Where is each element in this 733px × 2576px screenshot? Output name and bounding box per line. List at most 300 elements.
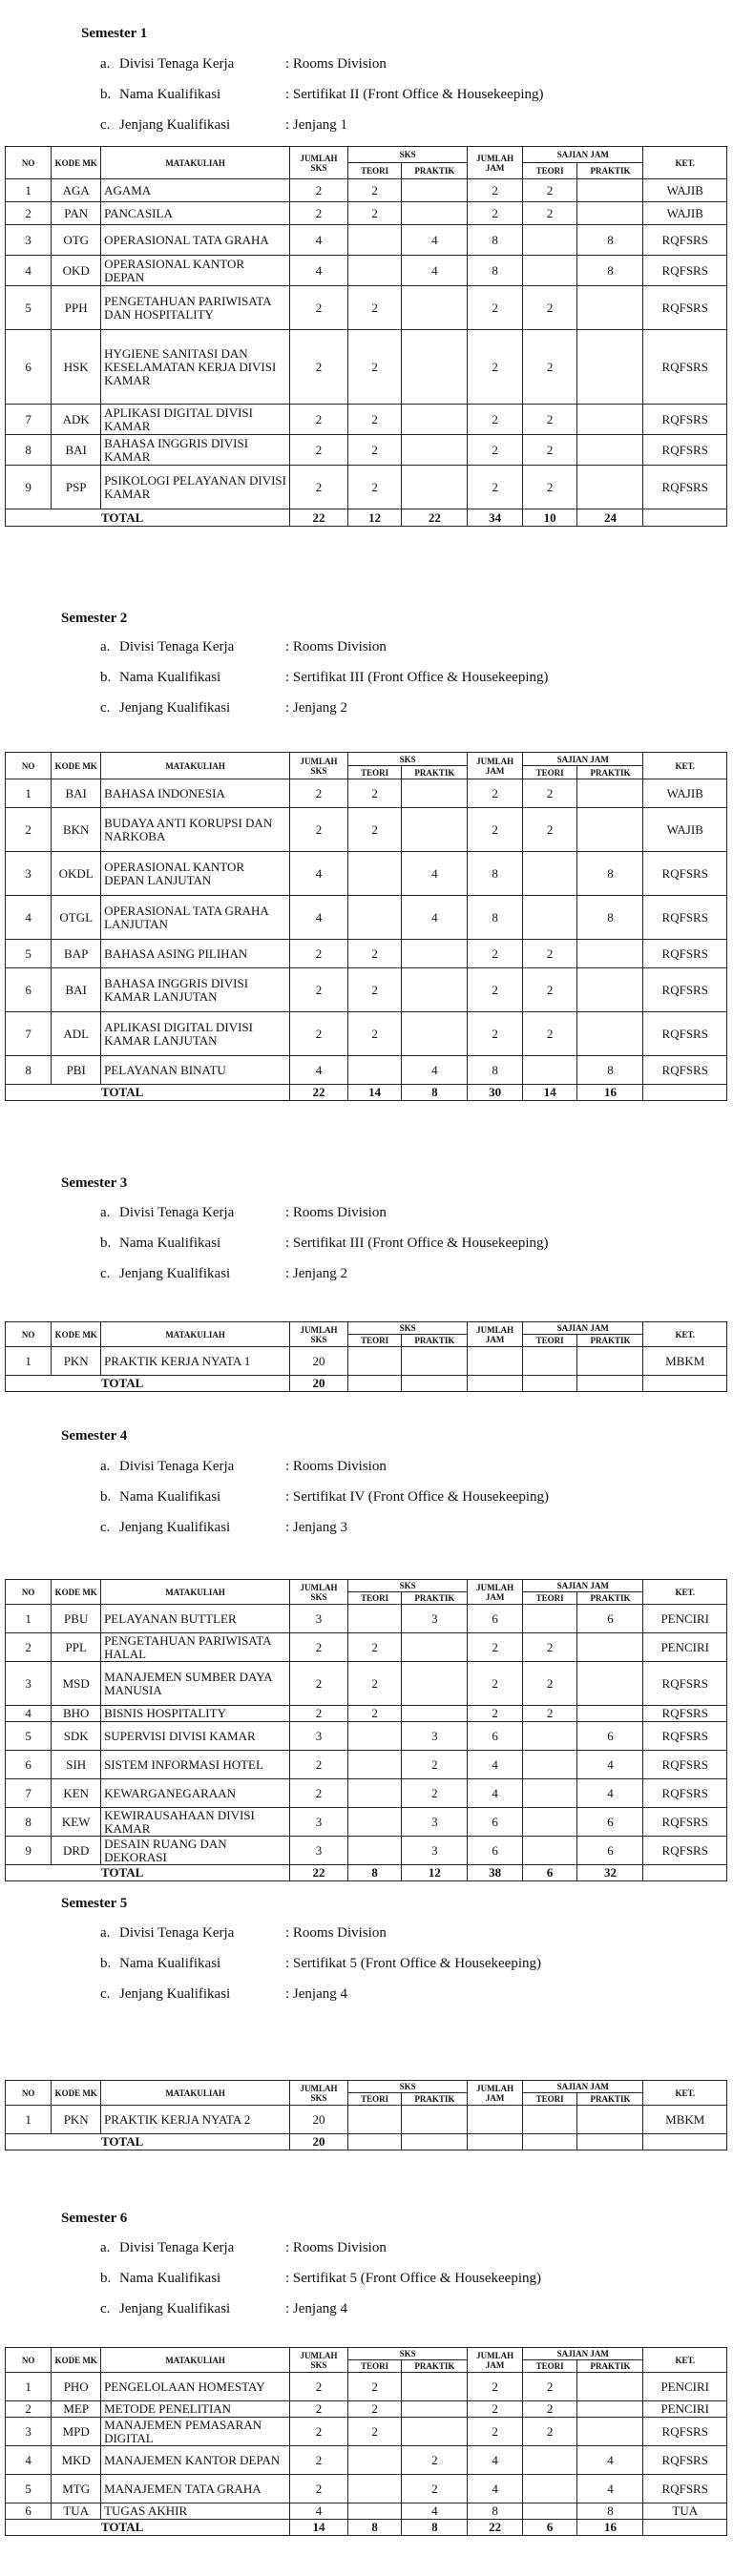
cell-praktik — [402, 968, 468, 1012]
col-no-header: NO — [6, 2348, 52, 2373]
col-sajian-teori-header: TEORI — [522, 1592, 577, 1605]
col-sks-praktik-header: PRAKTIK — [402, 2360, 468, 2373]
cell-spraktik — [577, 1662, 643, 1706]
cell-matakuliah: APLIKASI DIGITAL DIVISI KAMAR — [101, 405, 290, 435]
info-value: : Jenjang 3 — [285, 1520, 347, 1535]
info-value: : Rooms Division — [285, 639, 387, 654]
cell-jjam: 2 — [468, 405, 523, 435]
cell-no: 4 — [6, 1706, 52, 1722]
table-row — [6, 1347, 727, 1376]
cell-praktik: 2 — [402, 1779, 468, 1808]
cell-ket: PENCIRI — [643, 1605, 727, 1633]
cell-no: 1 — [6, 779, 52, 808]
course-table — [5, 2080, 727, 2150]
cell-jsks: 2 — [289, 2401, 347, 2418]
cell-no: 7 — [6, 405, 52, 435]
cell-steori: 2 — [522, 2373, 577, 2401]
info-value: : Sertifikat IV (Front Office & Housekeeping) — [285, 1489, 550, 1505]
table-row — [6, 1751, 727, 1779]
col-sajian-jam-header: SAJIAN JAM — [522, 753, 643, 766]
cell-praktik: 4 — [402, 225, 468, 256]
cell-teori — [347, 2475, 401, 2503]
col-sajian-teori-header: TEORI — [522, 2093, 577, 2106]
cell-spraktik — [577, 2418, 643, 2446]
cell-ket: RQFSRS — [643, 1837, 727, 1865]
cell-no: 2 — [6, 202, 52, 225]
cell-spraktik: 4 — [577, 2475, 643, 2503]
cell-spraktik: 4 — [577, 2446, 643, 2475]
cell-jsks: 2 — [289, 2446, 347, 2475]
cell-matakuliah: APLIKASI DIGITAL DIVISI KAMAR LANJUTAN — [101, 1012, 290, 1056]
cell-ket: RQFSRS — [643, 1056, 727, 1085]
cell-teori: 2 — [347, 2418, 401, 2446]
cell-jsks: 2 — [289, 202, 347, 225]
total-jsks: 20 — [289, 1376, 347, 1392]
cell-teori — [347, 256, 401, 286]
total-label: TOTAL — [6, 1085, 290, 1101]
cell-kode: BHO — [52, 1706, 101, 1722]
table-row — [6, 2475, 727, 2503]
total-spraktik — [577, 1376, 643, 1392]
info-label — [100, 2271, 220, 2287]
semester-title: Semester 5 — [61, 1896, 128, 1911]
cell-kode: PPL — [52, 1633, 101, 1662]
cell-jsks: 2 — [289, 466, 347, 509]
info-value: : Rooms Division — [285, 1925, 387, 1941]
info-label — [100, 1205, 234, 1221]
table-row — [6, 1808, 727, 1837]
total-praktik — [402, 2134, 468, 2150]
col-jumlah-jam-header: JUMLAH JAM — [468, 1322, 523, 1347]
cell-kode: PAN — [52, 202, 101, 225]
cell-spraktik: 4 — [577, 1779, 643, 1808]
col-sks-header: SKS — [347, 147, 467, 163]
info-label-text: Nama Kualifikasi — [119, 1956, 221, 1971]
cell-jsks: 2 — [289, 808, 347, 852]
cell-ket: RQFSRS — [643, 435, 727, 466]
cell-jjam: 2 — [468, 940, 523, 968]
col-sks-teori-header: TEORI — [347, 766, 401, 779]
col-ket-header: KET. — [643, 753, 727, 779]
col-jumlah-sks-header: JUMLAH SKS — [289, 753, 347, 779]
cell-teori — [347, 1751, 401, 1779]
info-label — [100, 1459, 234, 1475]
table-row — [6, 940, 727, 968]
cell-matakuliah: BISNIS HOSPITALITY — [101, 1706, 290, 1722]
cell-matakuliah: PELAYANAN BUTTLER — [101, 1605, 290, 1633]
cell-jjam: 8 — [468, 896, 523, 940]
course-table — [5, 752, 727, 1101]
cell-teori: 2 — [347, 179, 401, 202]
cell-ket: PENCIRI — [643, 1633, 727, 1662]
total-jsks: 22 — [289, 1865, 347, 1881]
total-jsks: 22 — [289, 509, 347, 527]
cell-jsks: 3 — [289, 1605, 347, 1633]
table-row — [6, 1605, 727, 1633]
cell-kode: BAI — [52, 779, 101, 808]
total-spraktik: 16 — [577, 2520, 643, 2536]
cell-steori: 2 — [522, 466, 577, 509]
cell-praktik: 4 — [402, 896, 468, 940]
col-sks-praktik-header: PRAKTIK — [402, 766, 468, 779]
cell-spraktik — [577, 2106, 643, 2134]
cell-matakuliah: PRAKTIK KERJA NYATA 1 — [101, 1347, 290, 1376]
cell-jsks: 4 — [289, 896, 347, 940]
cell-steori: 2 — [522, 2418, 577, 2446]
cell-jsks: 2 — [289, 1633, 347, 1662]
cell-jjam: 2 — [468, 179, 523, 202]
col-ket-header: KET. — [643, 2081, 727, 2106]
cell-matakuliah: KEWARGANEGARAAN — [101, 1779, 290, 1808]
col-sajian-teori-header: TEORI — [522, 163, 577, 179]
cell-praktik: 3 — [402, 1605, 468, 1633]
cell-jjam: 2 — [468, 2401, 523, 2418]
cell-jsks: 2 — [289, 1662, 347, 1706]
cell-kode: PHO — [52, 2373, 101, 2401]
col-matakuliah-header: MATAKULIAH — [101, 147, 290, 179]
cell-steori — [522, 2106, 577, 2134]
cell-kode: BKN — [52, 808, 101, 852]
table-row — [6, 225, 727, 256]
cell-no: 3 — [6, 225, 52, 256]
cell-jjam: 8 — [468, 225, 523, 256]
total-praktik: 22 — [402, 509, 468, 527]
cell-steori: 2 — [522, 179, 577, 202]
cell-jjam: 2 — [468, 808, 523, 852]
cell-jjam: 2 — [468, 968, 523, 1012]
cell-steori: 2 — [522, 330, 577, 405]
cell-praktik: 3 — [402, 1808, 468, 1837]
total-label: TOTAL — [6, 509, 290, 527]
total-spraktik: 32 — [577, 1865, 643, 1881]
cell-teori — [347, 1056, 401, 1085]
info-label-text: Jenjang Kualifikasi — [119, 1986, 231, 2002]
info-label — [100, 1986, 230, 2003]
cell-jsks: 4 — [289, 225, 347, 256]
col-kode-header: KODE MK — [52, 147, 101, 179]
cell-praktik — [402, 2401, 468, 2418]
cell-no: 6 — [6, 968, 52, 1012]
cell-teori — [347, 2503, 401, 2520]
semester-title: Semester 2 — [61, 611, 128, 626]
cell-matakuliah: PSIKOLOGI PELAYANAN DIVISI KAMAR — [101, 466, 290, 509]
table-row — [6, 2418, 727, 2446]
cell-spraktik: 8 — [577, 225, 643, 256]
info-value: : Sertifikat III (Front Office & Housekeeping) — [285, 1236, 549, 1251]
cell-jjam: 6 — [468, 1722, 523, 1751]
cell-steori: 2 — [522, 1706, 577, 1722]
cell-ket: WAJIB — [643, 202, 727, 225]
cell-praktik: 2 — [402, 1751, 468, 1779]
total-praktik: 8 — [402, 2520, 468, 2536]
cell-kode: ADL — [52, 1012, 101, 1056]
info-letter: c. — [100, 700, 111, 716]
cell-ket: TUA — [643, 2503, 727, 2520]
course-table — [5, 1579, 727, 1881]
cell-ket: PENCIRI — [643, 2401, 727, 2418]
cell-praktik — [402, 2373, 468, 2401]
cell-steori: 2 — [522, 1662, 577, 1706]
cell-jjam: 8 — [468, 2503, 523, 2520]
total-ket — [643, 2520, 727, 2536]
table-row — [6, 1722, 727, 1751]
col-sajian-praktik-header: PRAKTIK — [577, 1592, 643, 1605]
cell-matakuliah: BAHASA INGGRIS DIVISI KAMAR — [101, 435, 290, 466]
info-letter: b. — [100, 87, 112, 102]
header-row — [6, 1580, 727, 1592]
total-steori — [522, 2134, 577, 2150]
table-row — [6, 405, 727, 435]
total-row — [6, 1865, 727, 1881]
cell-teori — [347, 1605, 401, 1633]
table-row — [6, 808, 727, 852]
info-letter: b. — [100, 670, 112, 685]
col-kode-header: KODE MK — [52, 753, 101, 779]
cell-kode: AGA — [52, 179, 101, 202]
cell-ket: RQFSRS — [643, 405, 727, 435]
cell-steori — [522, 896, 577, 940]
cell-jjam: 6 — [468, 1837, 523, 1865]
col-jumlah-jam-header: JUMLAH JAM — [468, 753, 523, 779]
info-label-text: Jenjang Kualifikasi — [119, 1266, 231, 1281]
cell-steori: 2 — [522, 286, 577, 330]
table-row — [6, 1633, 727, 1662]
col-sajian-jam-header: SAJIAN JAM — [522, 147, 643, 163]
cell-kode: BAI — [52, 435, 101, 466]
info-value: : Jenjang 2 — [285, 1266, 347, 1281]
info-letter: b. — [100, 1236, 112, 1251]
cell-kode: DRD — [52, 1837, 101, 1865]
info-value: : Sertifikat 5 (Front Office & Housekeeping) — [285, 1956, 541, 1971]
cell-steori — [522, 225, 577, 256]
cell-jsks: 2 — [289, 968, 347, 1012]
info-letter: a. — [100, 1925, 111, 1941]
col-sks-teori-header: TEORI — [347, 1335, 401, 1347]
info-label-text: Nama Kualifikasi — [119, 2271, 221, 2286]
total-row — [6, 2134, 727, 2150]
cell-teori: 2 — [347, 435, 401, 466]
info-label-text: Jenjang Kualifikasi — [119, 700, 231, 716]
cell-no: 2 — [6, 1633, 52, 1662]
cell-kode: BAP — [52, 940, 101, 968]
table-row — [6, 1706, 727, 1722]
cell-steori — [522, 1837, 577, 1865]
cell-kode: MSD — [52, 1662, 101, 1706]
cell-steori — [522, 2503, 577, 2520]
cell-matakuliah: KEWIRAUSAHAAN DIVISI KAMAR — [101, 1808, 290, 1837]
info-label-text: Divisi Tenaga Kerja — [119, 1205, 235, 1220]
table-row — [6, 1837, 727, 1865]
info-label-text: Divisi Tenaga Kerja — [119, 2240, 235, 2255]
cell-steori — [522, 2475, 577, 2503]
total-row — [6, 509, 727, 527]
total-jjam: 38 — [468, 1865, 523, 1881]
cell-no: 2 — [6, 2401, 52, 2418]
total-row — [6, 2520, 727, 2536]
cell-spraktik: 8 — [577, 852, 643, 896]
cell-spraktik — [577, 330, 643, 405]
table-row — [6, 179, 727, 202]
info-label-text: Nama Kualifikasi — [119, 670, 221, 685]
cell-praktik — [402, 2106, 468, 2134]
cell-jsks: 3 — [289, 1722, 347, 1751]
info-label — [100, 670, 220, 686]
cell-praktik: 4 — [402, 852, 468, 896]
cell-praktik — [402, 1347, 468, 1376]
cell-spraktik — [577, 2401, 643, 2418]
col-no-header: NO — [6, 753, 52, 779]
info-value: : Rooms Division — [285, 1459, 387, 1474]
cell-praktik — [402, 940, 468, 968]
cell-jsks: 2 — [289, 2418, 347, 2446]
col-sajian-jam-header: SAJIAN JAM — [522, 1322, 643, 1335]
cell-jsks: 2 — [289, 435, 347, 466]
cell-matakuliah: SISTEM INFORMASI HOTEL — [101, 1751, 290, 1779]
info-letter: c. — [100, 2301, 111, 2316]
total-label: TOTAL — [6, 2520, 290, 2536]
col-sks-teori-header: TEORI — [347, 1592, 401, 1605]
cell-no: 5 — [6, 2475, 52, 2503]
cell-teori: 2 — [347, 808, 401, 852]
total-row — [6, 1085, 727, 1101]
col-sks-praktik-header: PRAKTIK — [402, 1592, 468, 1605]
cell-no: 4 — [6, 256, 52, 286]
cell-teori — [347, 1347, 401, 1376]
col-sajian-jam-header: SAJIAN JAM — [522, 2081, 643, 2093]
semester-title: Semester 4 — [61, 1428, 128, 1444]
total-steori — [522, 1376, 577, 1392]
cell-ket: MBKM — [643, 1347, 727, 1376]
cell-no: 3 — [6, 852, 52, 896]
info-label — [100, 2240, 234, 2256]
cell-no: 8 — [6, 1056, 52, 1085]
cell-matakuliah: BAHASA INDONESIA — [101, 779, 290, 808]
cell-teori — [347, 852, 401, 896]
cell-teori: 2 — [347, 286, 401, 330]
cell-jjam: 8 — [468, 256, 523, 286]
table-row — [6, 896, 727, 940]
total-spraktik — [577, 2134, 643, 2150]
table-row — [6, 968, 727, 1012]
col-sks-praktik-header: PRAKTIK — [402, 1335, 468, 1347]
cell-praktik — [402, 286, 468, 330]
cell-teori: 2 — [347, 405, 401, 435]
cell-steori — [522, 256, 577, 286]
cell-jjam: 2 — [468, 779, 523, 808]
info-label-text: Divisi Tenaga Kerja — [119, 1925, 235, 1941]
cell-jsks: 20 — [289, 1347, 347, 1376]
table-row — [6, 779, 727, 808]
cell-jjam: 4 — [468, 1779, 523, 1808]
cell-jjam: 2 — [468, 286, 523, 330]
cell-ket: RQFSRS — [643, 852, 727, 896]
info-letter: a. — [100, 1205, 111, 1220]
cell-steori — [522, 1808, 577, 1837]
cell-matakuliah: OPERASIONAL TATA GRAHA LANJUTAN — [101, 896, 290, 940]
cell-praktik: 3 — [402, 1722, 468, 1751]
cell-steori: 2 — [522, 1012, 577, 1056]
cell-spraktik: 4 — [577, 1751, 643, 1779]
total-ket — [643, 1865, 727, 1881]
cell-ket: RQFSRS — [643, 1779, 727, 1808]
table-row — [6, 1012, 727, 1056]
col-jumlah-sks-header: JUMLAH SKS — [289, 2348, 347, 2373]
cell-praktik — [402, 202, 468, 225]
cell-spraktik: 8 — [577, 1056, 643, 1085]
cell-jsks: 4 — [289, 256, 347, 286]
cell-ket: WAJIB — [643, 808, 727, 852]
info-label — [100, 1956, 220, 1972]
cell-matakuliah: METODE PENELITIAN — [101, 2401, 290, 2418]
info-value: : Rooms Division — [285, 2240, 387, 2255]
col-matakuliah-header: MATAKULIAH — [101, 1580, 290, 1605]
col-kode-header: KODE MK — [52, 2348, 101, 2373]
info-letter: c. — [100, 1266, 111, 1281]
total-spraktik: 16 — [577, 1085, 643, 1101]
cell-no: 4 — [6, 2446, 52, 2475]
cell-jjam: 2 — [468, 330, 523, 405]
cell-spraktik: 8 — [577, 896, 643, 940]
total-jsks: 20 — [289, 2134, 347, 2150]
cell-kode: ADK — [52, 405, 101, 435]
col-sks-teori-header: TEORI — [347, 163, 401, 179]
table-row — [6, 2503, 727, 2520]
cell-spraktik — [577, 405, 643, 435]
col-matakuliah-header: MATAKULIAH — [101, 753, 290, 779]
cell-praktik — [402, 2418, 468, 2446]
col-sajian-teori-header: TEORI — [522, 2360, 577, 2373]
cell-ket: RQFSRS — [643, 896, 727, 940]
col-sks-praktik-header: PRAKTIK — [402, 163, 468, 179]
cell-kode: PPH — [52, 286, 101, 330]
info-value: : Sertifikat 5 (Front Office & Housekeeping) — [285, 2271, 541, 2286]
cell-kode: KEW — [52, 1808, 101, 1837]
info-label — [100, 1489, 220, 1506]
total-jsks: 22 — [289, 1085, 347, 1101]
cell-praktik: 2 — [402, 2446, 468, 2475]
header-row — [6, 2081, 727, 2093]
cell-no: 1 — [6, 2106, 52, 2134]
total-label: TOTAL — [6, 1865, 290, 1881]
cell-kode: OTGL — [52, 896, 101, 940]
cell-praktik — [402, 405, 468, 435]
cell-teori: 2 — [347, 2373, 401, 2401]
cell-praktik: 2 — [402, 2475, 468, 2503]
info-label — [100, 1925, 234, 1942]
cell-jjam: 6 — [468, 1808, 523, 1837]
cell-no: 1 — [6, 2373, 52, 2401]
cell-kode: OKDL — [52, 852, 101, 896]
semester-title: Semester 3 — [61, 1175, 128, 1191]
cell-ket: RQFSRS — [643, 1751, 727, 1779]
col-sks-header: SKS — [347, 1580, 467, 1592]
cell-teori — [347, 225, 401, 256]
col-sajian-jam-header: SAJIAN JAM — [522, 2348, 643, 2360]
cell-spraktik — [577, 968, 643, 1012]
cell-steori: 2 — [522, 2401, 577, 2418]
cell-no: 5 — [6, 940, 52, 968]
col-no-header: NO — [6, 2081, 52, 2106]
cell-kode: HSK — [52, 330, 101, 405]
total-teori: 8 — [347, 2520, 401, 2536]
total-teori — [347, 1376, 401, 1392]
cell-no: 5 — [6, 1722, 52, 1751]
cell-jjam: 4 — [468, 2475, 523, 2503]
cell-jjam: 2 — [468, 2373, 523, 2401]
cell-steori: 2 — [522, 435, 577, 466]
cell-kode: MTG — [52, 2475, 101, 2503]
col-ket-header: KET. — [643, 1322, 727, 1347]
